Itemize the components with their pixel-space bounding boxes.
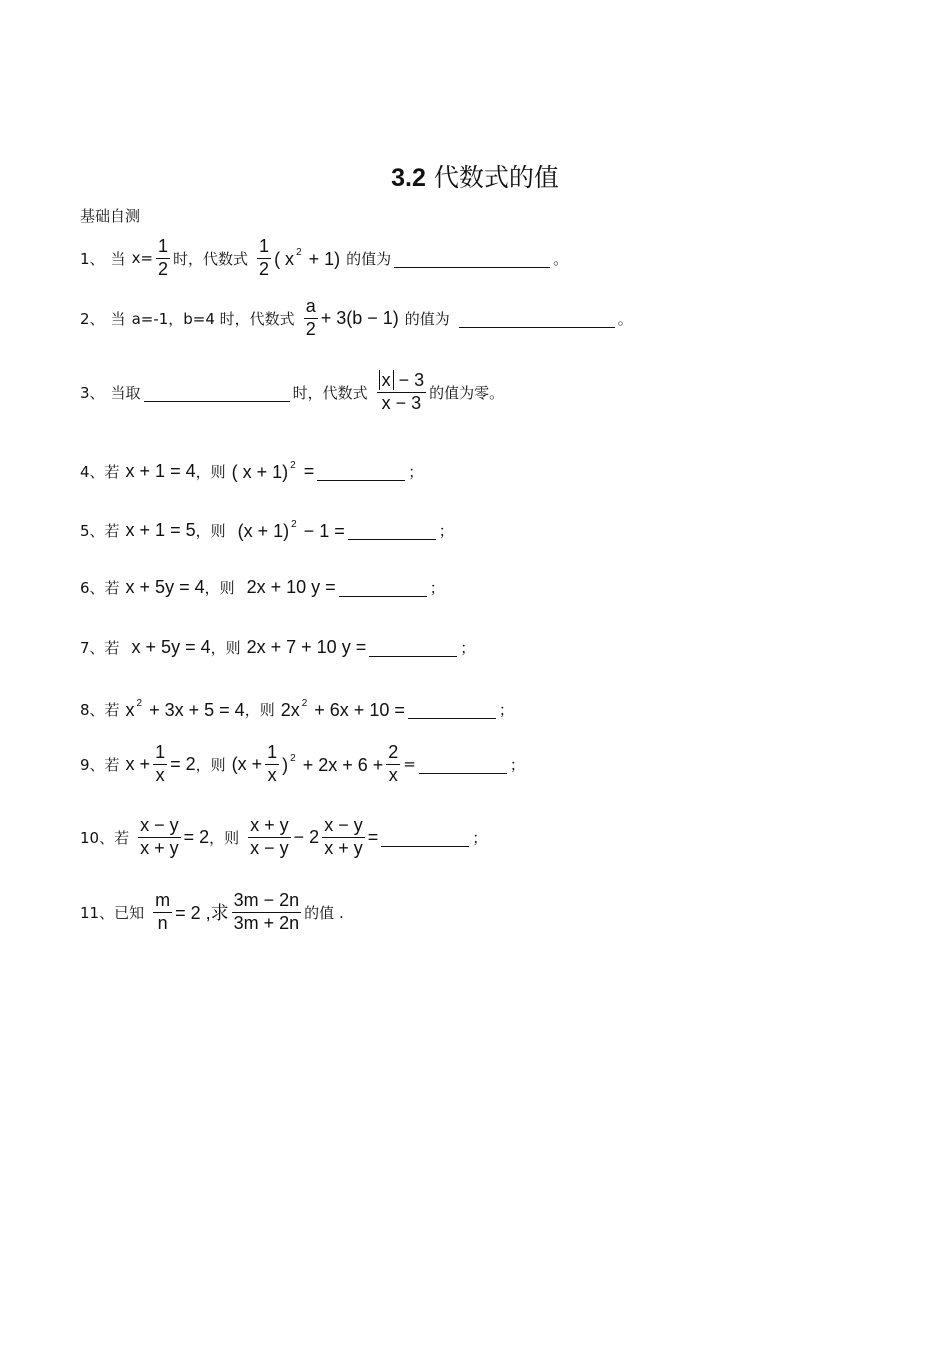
question-8: 8、若 x $^2$ + 3x + 5 = 4 ，则 2x $^2$ + 6x + 10 = ； xyxy=(80,698,514,720)
fraction: $\frac{1}{x}$ xyxy=(155,742,166,785)
question-1: 1、 当 x= $\frac{1}{2}$ 时，代数式 $\frac{1}{2}$ ( x $^2$ + 1) 的值为 。 xyxy=(80,236,569,279)
fraction: $\frac{x - y}{x + y}$ xyxy=(324,815,363,858)
question-10: 10、若 $\frac{x - y}{x + y}$ = 2 ，则 $\frac{x + y}{x - y}$ − 2 $\frac{x - y}{x + y}$ = ； xyxy=(80,815,488,858)
fraction: $\frac{2}{x}$ xyxy=(388,742,399,785)
question-4: 4、若 x + 1 = 4 ，则 ( x + 1) $^2$ = ； xyxy=(80,460,424,482)
fraction: $\frac{m}{n}$ xyxy=(155,890,171,933)
answer-blank[interactable] xyxy=(381,828,469,847)
section-heading: 基础自测 xyxy=(80,207,141,225)
fraction: $\frac{1}{2}$ xyxy=(259,236,270,279)
answer-blank[interactable] xyxy=(369,638,457,657)
question-5: 5、若 x + 1 = 5 ，则 (x + 1) $^2$ − 1 = ； xyxy=(80,519,454,541)
question-6: 6、若 x + 5y = 4 ，则 2x + 10 y = ； xyxy=(80,577,445,597)
page-title: 3.2 代数式的值 xyxy=(391,163,559,192)
answer-blank[interactable] xyxy=(394,249,550,268)
fraction: $\frac{x - 3}{x - 3}$ xyxy=(377,370,427,414)
answer-blank[interactable] xyxy=(408,700,496,719)
question-9: 9、若 x + $\frac{1}{x}$ = 2 ，则 (x + $\frac{1}{x}$ ) $^2$ + 2x + 6 + $\frac{2}{x}$ = ； xyxy=(80,742,525,785)
fraction: $\frac{1}{2}$ xyxy=(158,236,169,279)
question-2: 2、 当 a=-1，b=4 时，代数式 $\frac{a}{2}$ + 3(b − 1) 的值为 。 xyxy=(80,296,633,339)
fraction: $\frac{a}{2}$ xyxy=(305,296,316,339)
answer-blank[interactable] xyxy=(348,521,436,540)
answer-blank[interactable] xyxy=(339,578,427,597)
fraction: $\frac{x - y}{x + y}$ xyxy=(140,815,179,858)
fraction: $\frac{3m - 2n}{3m + 2n}$ xyxy=(233,890,300,933)
question-11: 11、已知 $\frac{m}{n}$ = 2 ,求 $\frac{3m - 2n}{3m + 2n}$ 的值 . xyxy=(80,890,344,933)
answer-blank[interactable] xyxy=(144,383,290,402)
answer-blank[interactable] xyxy=(419,755,507,774)
answer-blank[interactable] xyxy=(459,309,615,328)
question-3: 3、 当取 时，代数式 $\frac{x - 3}{x - 3}$ 的值为零。 xyxy=(80,370,505,413)
answer-blank[interactable] xyxy=(317,462,405,481)
fraction: $\frac{1}{x}$ xyxy=(267,742,278,785)
question-7: 7、若 x + 5y = 4 ，则 2x + 7 + 10 y = ； xyxy=(80,637,476,657)
fraction: $\frac{x + y}{x - y}$ xyxy=(250,815,289,858)
